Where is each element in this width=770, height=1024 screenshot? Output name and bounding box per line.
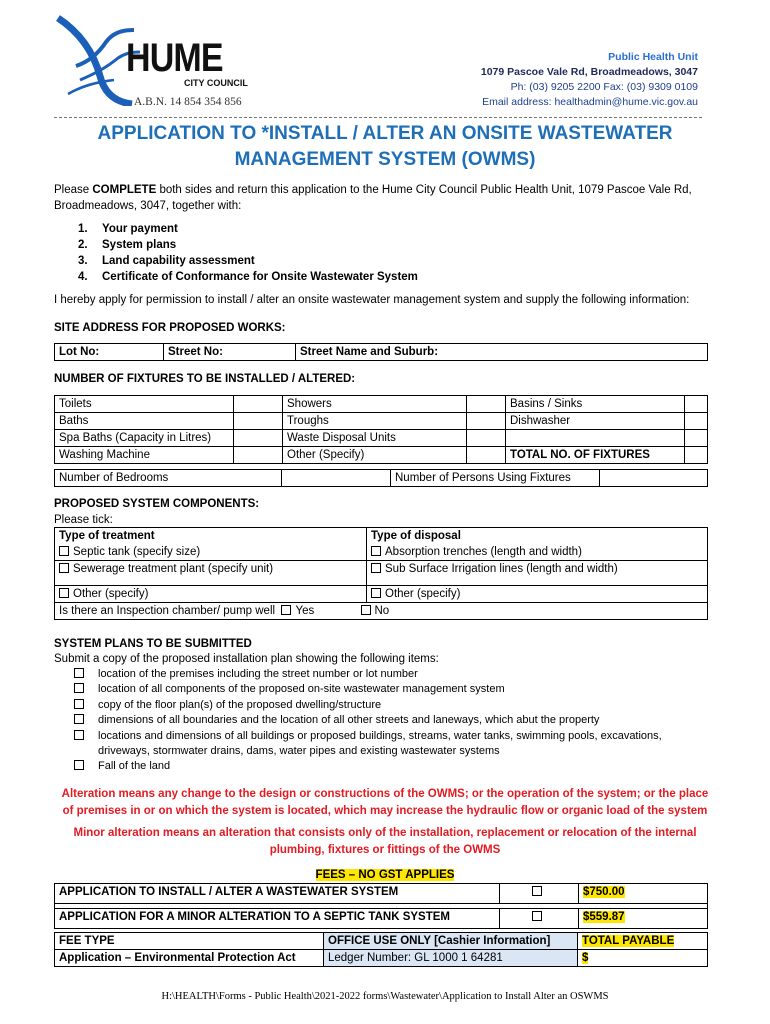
checkbox[interactable] [74, 760, 84, 770]
abn: A.B.N. 14 854 354 856 [134, 96, 242, 108]
components-table [54, 527, 708, 620]
unit-name: Public Health Unit [608, 51, 698, 63]
footer-path: H:\HEALTH\Forms - Public Health\2021-2022 forms\Wastewater\Application to Install Alter an OSWMS [161, 991, 609, 1002]
intro-text [54, 182, 714, 214]
checkbox[interactable] [59, 546, 69, 556]
office-use-heading: OFFICE USE ONLY [Cashier Information] [324, 933, 578, 950]
plans-intro: Submit a copy of the proposed installation plan showing the following items: [54, 653, 439, 665]
unit-phone: Ph: (03) 9205 2200 Fax: (03) 9309 0109 [510, 81, 698, 93]
fixture-input[interactable] [467, 413, 506, 430]
please-tick: Please tick: [54, 514, 113, 526]
total-fixtures-label: TOTAL NO. OF FIXTURES [506, 447, 685, 464]
street-no-label: Street No: [164, 344, 238, 361]
intro-rest: both sides and return this application to the Hume City Council Public Health Unit, 1079 Pascoe Vale Rd, [156, 184, 692, 196]
bedrooms-table [54, 469, 708, 487]
fixture-input[interactable] [467, 430, 506, 447]
checkbox[interactable] [59, 563, 69, 573]
fee-type-value: Application – Environmental Protection Act [55, 950, 324, 967]
fixture-label: Troughs [283, 413, 467, 430]
fixture-label: Spa Baths (Capacity in Litres) [55, 430, 234, 447]
fixture-input[interactable] [234, 447, 283, 464]
list-item: Fall of the land [74, 759, 714, 774]
checkbox[interactable] [371, 546, 381, 556]
title-line-1: APPLICATION TO *INSTALL / ALTER AN ONSITE WASTEWATER [97, 123, 673, 144]
subsurface-option[interactable]: Sub Surface Irrigation lines (length and width) [367, 561, 708, 586]
checkbox[interactable] [74, 668, 84, 678]
list-item: 1. Your payment [78, 223, 178, 235]
install-fee-amount: $750.00 [579, 884, 708, 904]
other-disposal-option[interactable]: Other (specify) [367, 586, 708, 603]
site-address-table [54, 343, 708, 361]
council-subtitle: CITY COUNCIL [184, 78, 248, 88]
fixture-label: Waste Disposal Units [283, 430, 467, 447]
checkbox[interactable] [59, 588, 69, 598]
declaration: I hereby apply for permission to install / alter an onsite wastewater management system and supply the following information: [54, 294, 690, 306]
fixtures-heading: NUMBER OF FIXTURES TO BE INSTALLED / ALTERED: [54, 373, 356, 385]
other-treatment-option[interactable]: Other (specify) [55, 586, 367, 603]
unit-email: Email address: healthadmin@hume.vic.gov.au [482, 96, 698, 108]
components-heading: PROPOSED SYSTEM COMPONENTS: [54, 498, 260, 510]
checkbox[interactable] [74, 683, 84, 693]
checkbox[interactable] [532, 886, 542, 896]
persons-input[interactable] [600, 470, 708, 487]
header-divider [54, 117, 702, 118]
install-fee-check[interactable] [500, 884, 579, 904]
street-no-field[interactable] [237, 344, 296, 361]
fixture-label: Washing Machine [55, 447, 234, 464]
list-item: dimensions of all boundaries and the location of all other streets and laneways, which abut the property [74, 713, 714, 728]
treatment-heading: Type of treatment [55, 528, 367, 545]
total-payable-heading: TOTAL PAYABLE [578, 933, 708, 950]
ledger-number: Ledger Number: GL 1000 1 64281 [324, 950, 578, 967]
list-item-continuation: driveways, stormwater drains, dams, water pipes and existing wastewater systems [98, 745, 500, 758]
fixture-input[interactable] [234, 430, 283, 447]
inspection-no[interactable]: No [367, 603, 708, 620]
list-item: 2. System plans [78, 239, 177, 251]
absorption-option[interactable]: Absorption trenches (length and width) [367, 544, 708, 561]
no-checkbox[interactable] [361, 605, 371, 615]
street-name-label: Street Name and Suburb: [296, 344, 453, 361]
septic-option[interactable]: Septic tank (specify size) [55, 544, 367, 561]
lot-no-field[interactable]: Lot No: [55, 344, 164, 361]
page-title [0, 121, 770, 173]
checkbox[interactable] [371, 588, 381, 598]
fixture-input[interactable] [685, 413, 708, 430]
contact-block [481, 50, 698, 110]
intro-rest-2: Broadmeadows, 3047, together with: [54, 200, 242, 212]
fixture-label: Other (Specify) [283, 447, 467, 464]
bedrooms-label: Number of Bedrooms [55, 470, 282, 487]
fees-table [54, 883, 708, 929]
list-item: copy of the floor plan(s) of the proposed dwelling/structure [74, 698, 714, 713]
list-item: location of the premises including the street number or lot number [74, 667, 714, 682]
fixture-input[interactable] [685, 396, 708, 413]
disposal-heading: Type of disposal [367, 528, 708, 545]
requirements-list [78, 221, 418, 285]
total-payable-value[interactable]: $ [578, 950, 708, 967]
fixture-input[interactable] [234, 396, 283, 413]
minor-fee-amount: $559.87 [579, 909, 708, 929]
checkbox[interactable] [74, 730, 84, 740]
fixture-input[interactable] [467, 447, 506, 464]
intro-bold: COMPLETE [92, 184, 157, 196]
payment-table [54, 932, 708, 967]
fixture-label [506, 430, 685, 447]
alteration-note: Alteration means any change to the design or constructions of the OWMS; or the operation of the system; or the place of premises in or on which the system is located, which may increase the hydraulic flow or organic load of the system [61, 788, 709, 817]
fixture-input[interactable] [467, 396, 506, 413]
checkbox[interactable] [532, 911, 542, 921]
list-item: 4. Certificate of Conformance for Onsite Wastewater System [78, 271, 418, 283]
street-name-field[interactable] [452, 344, 708, 361]
title-line-2: MANAGEMENT SYSTEM (OWMS) [234, 149, 536, 170]
list-item: locations and dimensions of all buildings or proposed buildings, streams, water tanks, swimming pools, excavations, [74, 729, 714, 744]
list-item: location of all components of the proposed on-site wastewater management system [74, 682, 714, 697]
checkbox[interactable] [74, 714, 84, 724]
bedrooms-input[interactable] [282, 470, 391, 487]
fixture-input[interactable] [234, 413, 283, 430]
checkbox[interactable] [74, 699, 84, 709]
sewerage-option[interactable]: Sewerage treatment plant (specify unit) [55, 561, 367, 586]
minor-fee-label: APPLICATION FOR A MINOR ALTERATION TO A SEPTIC TANK SYSTEM [55, 909, 500, 929]
yes-checkbox[interactable] [281, 605, 291, 615]
fixture-input[interactable] [685, 430, 708, 447]
fixture-label: Basins / Sinks [506, 396, 685, 413]
fixture-label: Baths [55, 413, 234, 430]
fixture-label: Showers [283, 396, 467, 413]
fixture-label: Dishwasher [506, 413, 685, 430]
unit-address: 1079 Pascoe Vale Rd, Broadmeadows, 3047 [480, 66, 698, 78]
intro-pre: Please [54, 184, 93, 196]
council-logo [54, 14, 254, 106]
persons-label: Number of Persons Using Fixtures [391, 470, 600, 487]
fixtures-table [54, 395, 708, 464]
plans-heading: SYSTEM PLANS TO BE SUBMITTED [54, 638, 252, 650]
plans-list [74, 667, 714, 775]
council-name: HUME [126, 36, 223, 80]
checkbox[interactable] [371, 563, 381, 573]
fixture-label: Toilets [55, 396, 234, 413]
site-heading: SITE ADDRESS FOR PROPOSED WORKS: [54, 322, 286, 334]
list-item: 3. Land capability assessment [78, 255, 255, 267]
fees-heading: FEES – NO GST APPLIES [315, 869, 455, 881]
fee-type-heading: FEE TYPE [55, 933, 324, 950]
total-fixtures-input[interactable] [685, 447, 708, 464]
minor-fee-check[interactable] [500, 909, 579, 929]
install-fee-label: APPLICATION TO INSTALL / ALTER A WASTEWATER SYSTEM [55, 884, 500, 904]
inspection-question: Is there an Inspection chamber/ pump well Yes [55, 603, 367, 620]
minor-alteration-note: Minor alteration means an alteration that consists only of the installation, replacement or relocation of the internal plumbing, fixtures or fittings of the OWMS [73, 827, 697, 856]
